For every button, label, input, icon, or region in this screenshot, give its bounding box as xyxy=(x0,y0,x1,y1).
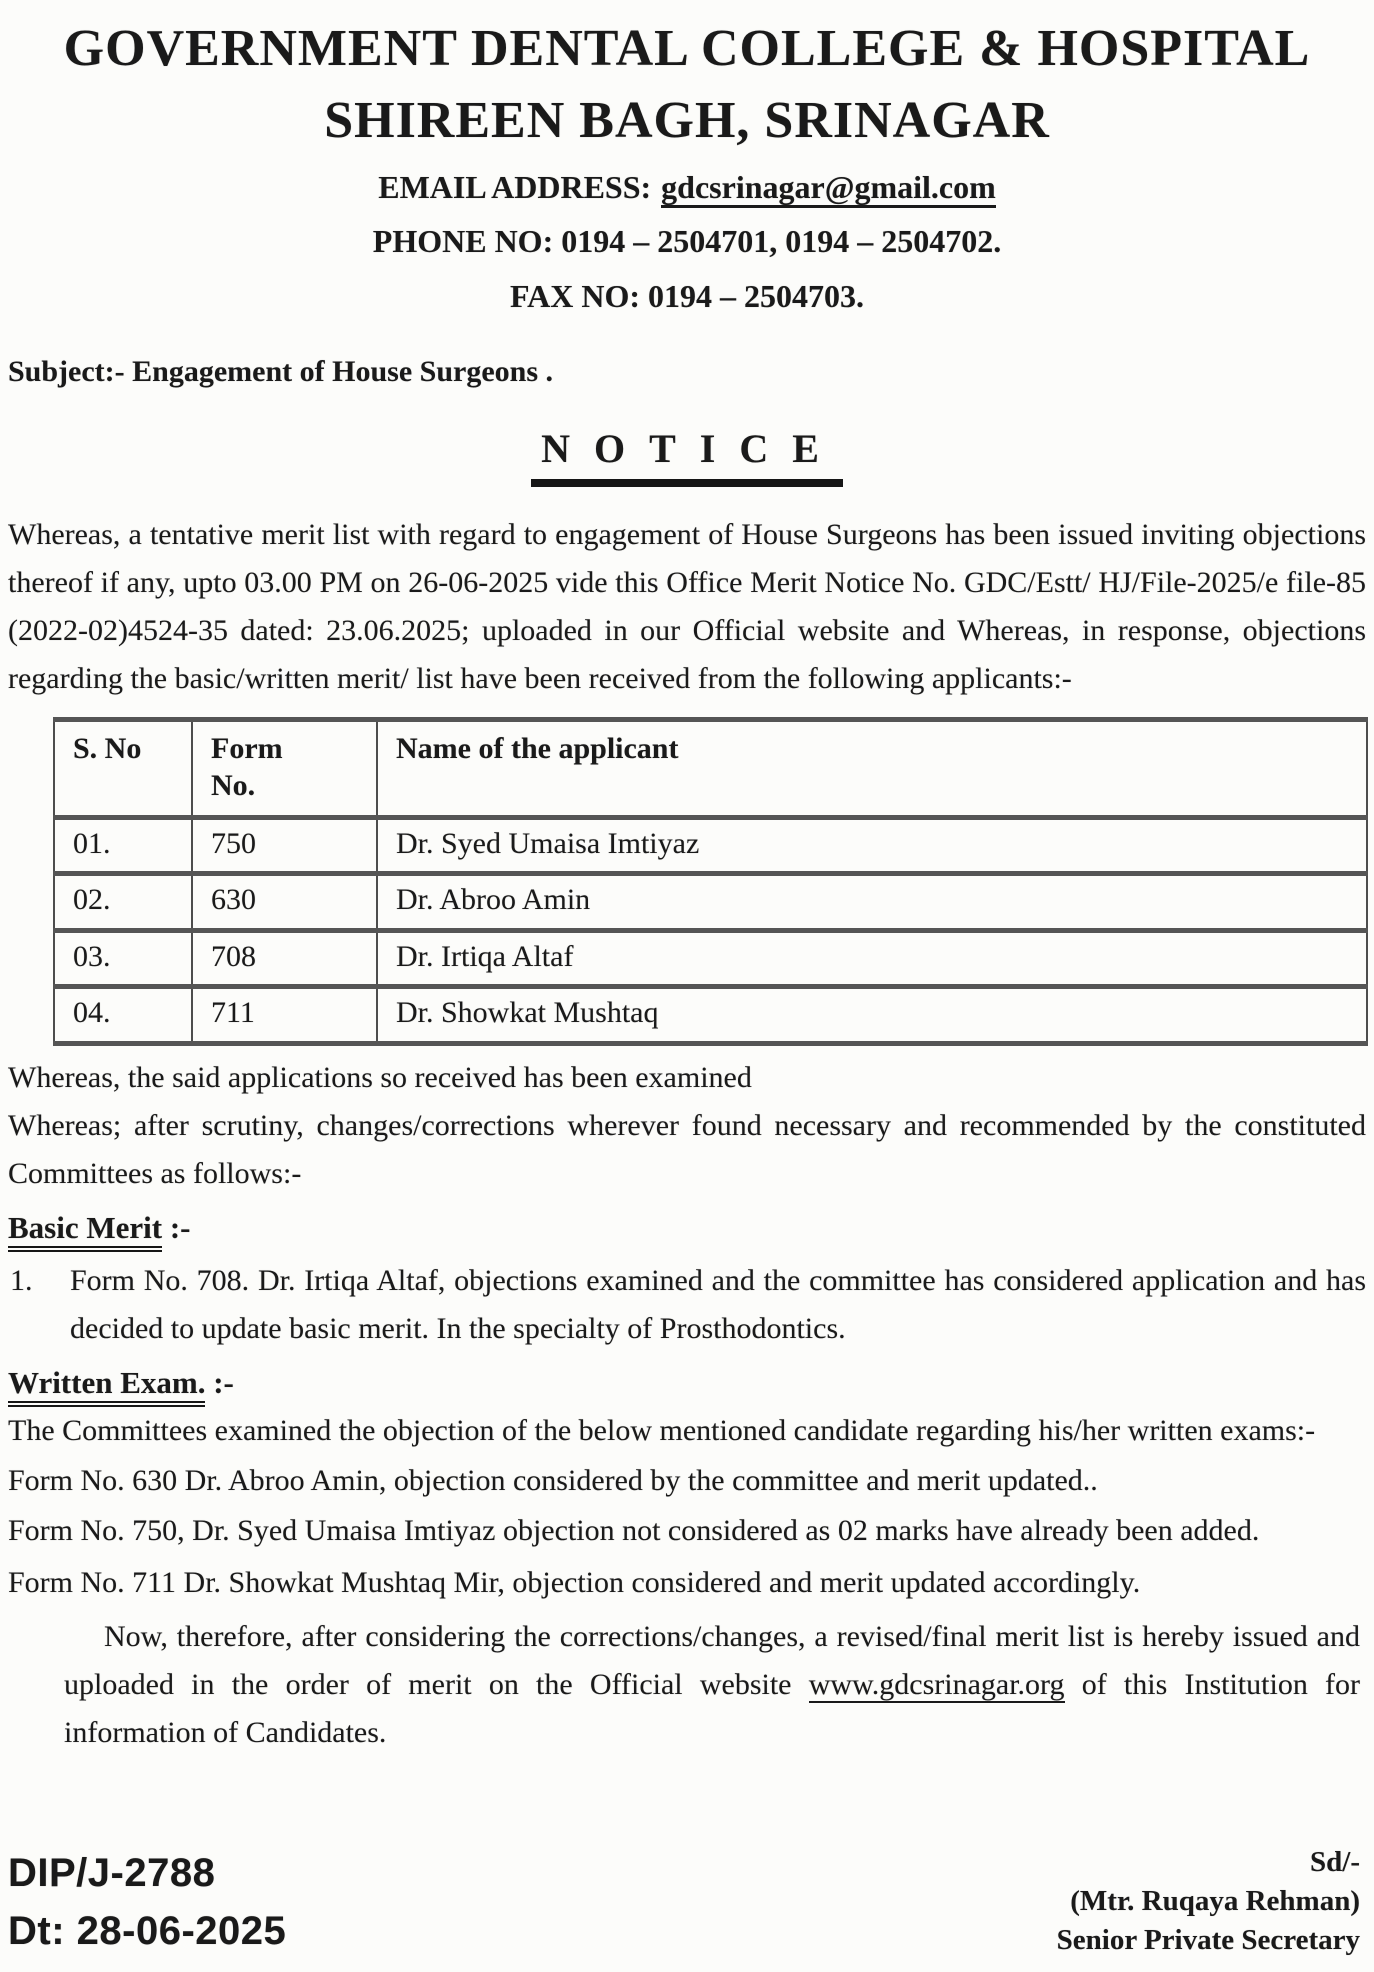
cell-applicant-name: Dr. Showkat Mushtaq xyxy=(377,987,1367,1044)
organization-name-line2: SHIREEN BAGH, SRINAGAR xyxy=(324,92,1050,150)
paragraph-form-630: Form No. 630 Dr. Abroo Amin, objection considered by the committee and merit updated.. xyxy=(8,1464,1098,1498)
paragraph-form-750: Form No. 750, Dr. Syed Umaisa Imtiyaz objection not considered as 02 marks have already been added. xyxy=(8,1514,1260,1548)
dip-number: DIP/J-2788 xyxy=(8,1851,216,1895)
basic-merit-item-1 xyxy=(8,1257,1366,1353)
closing-text-after: of this Institution for information of Candidates. xyxy=(64,1668,1361,1750)
signature-block xyxy=(1057,1843,1360,1960)
basic-merit-heading xyxy=(8,1206,1366,1251)
notice-heading: NOTICE xyxy=(531,425,843,487)
applicants-table xyxy=(53,717,1368,1046)
basic-merit-heading-text: Basic Merit xyxy=(8,1210,162,1252)
signature-sd: Sd/- xyxy=(1310,1846,1360,1879)
closing-paragraph xyxy=(64,1613,1360,1757)
subject-line: Subject:- Engagement of House Surgeons . xyxy=(8,354,553,388)
cell-form-no: 630 xyxy=(192,874,377,931)
cell-form-no: 711 xyxy=(192,987,377,1044)
email-label: EMAIL ADDRESS: xyxy=(378,169,652,206)
phone-line: PHONE NO: 0194 – 2504701, 0194 – 2504702. xyxy=(372,222,1002,259)
email-line xyxy=(8,168,1366,207)
cell-form-no: 750 xyxy=(192,817,377,874)
column-header-applicant-name: Name of the applicant xyxy=(377,719,1367,817)
organization-name-line1: GOVERNMENT DENTAL COLLEGE & HOSPITAL xyxy=(63,20,1311,77)
column-header-form-no: Form No. xyxy=(192,719,377,817)
cell-sno: 03. xyxy=(54,930,192,987)
item-text: Form No. 708. Dr. Irtiqa Altaf, objections examined and the committee has considered application and has decided to update basic merit. In the specialty of Prosthodontics. xyxy=(70,1263,1366,1345)
cell-sno: 01. xyxy=(54,817,192,874)
written-exam-heading xyxy=(8,1361,1366,1406)
paragraph-scrutiny: Whereas; after scrutiny, changes/corrections wherever found necessary and recommended by the constituted Committees as follows:- xyxy=(8,1108,1366,1190)
paragraph-written-exam-intro: The Committees examined the objection of the below mentioned candidate regarding his/her written exams:- xyxy=(8,1414,1316,1448)
dip-date: Dt: 28-06-2025 xyxy=(8,1909,287,1953)
written-exam-heading-text: Written Exam. xyxy=(8,1365,205,1407)
signatory-name: (Mtr. Ruqaya Rehman) xyxy=(1070,1885,1360,1918)
table-row xyxy=(54,874,1367,931)
cell-form-no: 708 xyxy=(192,930,377,987)
closing-text-before: Now, therefore, after considering the corrections/changes, a revised/final merit list is hereby issued and uploaded in the order of merit on the Official website xyxy=(64,1620,1360,1702)
written-exam-heading-suffix: :- xyxy=(205,1364,234,1400)
table-row xyxy=(54,930,1367,987)
cell-sno: 02. xyxy=(54,874,192,931)
table-header-row xyxy=(54,719,1367,817)
email-address-link[interactable]: gdcsrinagar@gmail.com xyxy=(661,169,996,208)
paragraph-applications-examined: Whereas, the said applications so received has been examined xyxy=(8,1060,752,1094)
dip-block xyxy=(8,1844,286,1960)
preamble-paragraph: Whereas, a tentative merit list with regard to engagement of House Surgeons has been issued inviting objections thereof if any, upto 03.00 PM on 26-06-2025 vide this Office Merit Notice No. GDC/Estt/ HJ/File-2025/e file-85 (2022-02)4524-35 dated: 23.06.2025; uploaded in our Official website and Whereas, in response, objections regarding the basic/written merit/ list have been received from the following applicants:- xyxy=(8,517,1366,695)
letterhead xyxy=(8,20,1366,316)
cell-applicant-name: Dr. Syed Umaisa Imtiyaz xyxy=(377,817,1367,874)
item-number: 1. xyxy=(10,1263,33,1297)
notice-heading-wrap xyxy=(8,425,1366,487)
cell-sno: 04. xyxy=(54,987,192,1044)
website-link[interactable]: www.gdcsrinagar.org xyxy=(808,1668,1065,1702)
paragraph-form-711: Form No. 711 Dr. Showkat Mushtaq Mir, objection considered and merit updated accordingly. xyxy=(8,1566,1141,1600)
basic-merit-heading-suffix: :- xyxy=(162,1209,191,1245)
cell-applicant-name: Dr. Abroo Amin xyxy=(377,874,1367,931)
table-row xyxy=(54,987,1367,1044)
fax-line: FAX NO: 0194 – 2504703. xyxy=(509,277,865,314)
cell-applicant-name: Dr. Irtiqa Altaf xyxy=(377,930,1367,987)
table-row xyxy=(54,817,1367,874)
document-footer xyxy=(8,1843,1366,1962)
column-header-sno: S. No xyxy=(54,719,192,817)
signatory-designation: Senior Private Secretary xyxy=(1056,1924,1360,1957)
